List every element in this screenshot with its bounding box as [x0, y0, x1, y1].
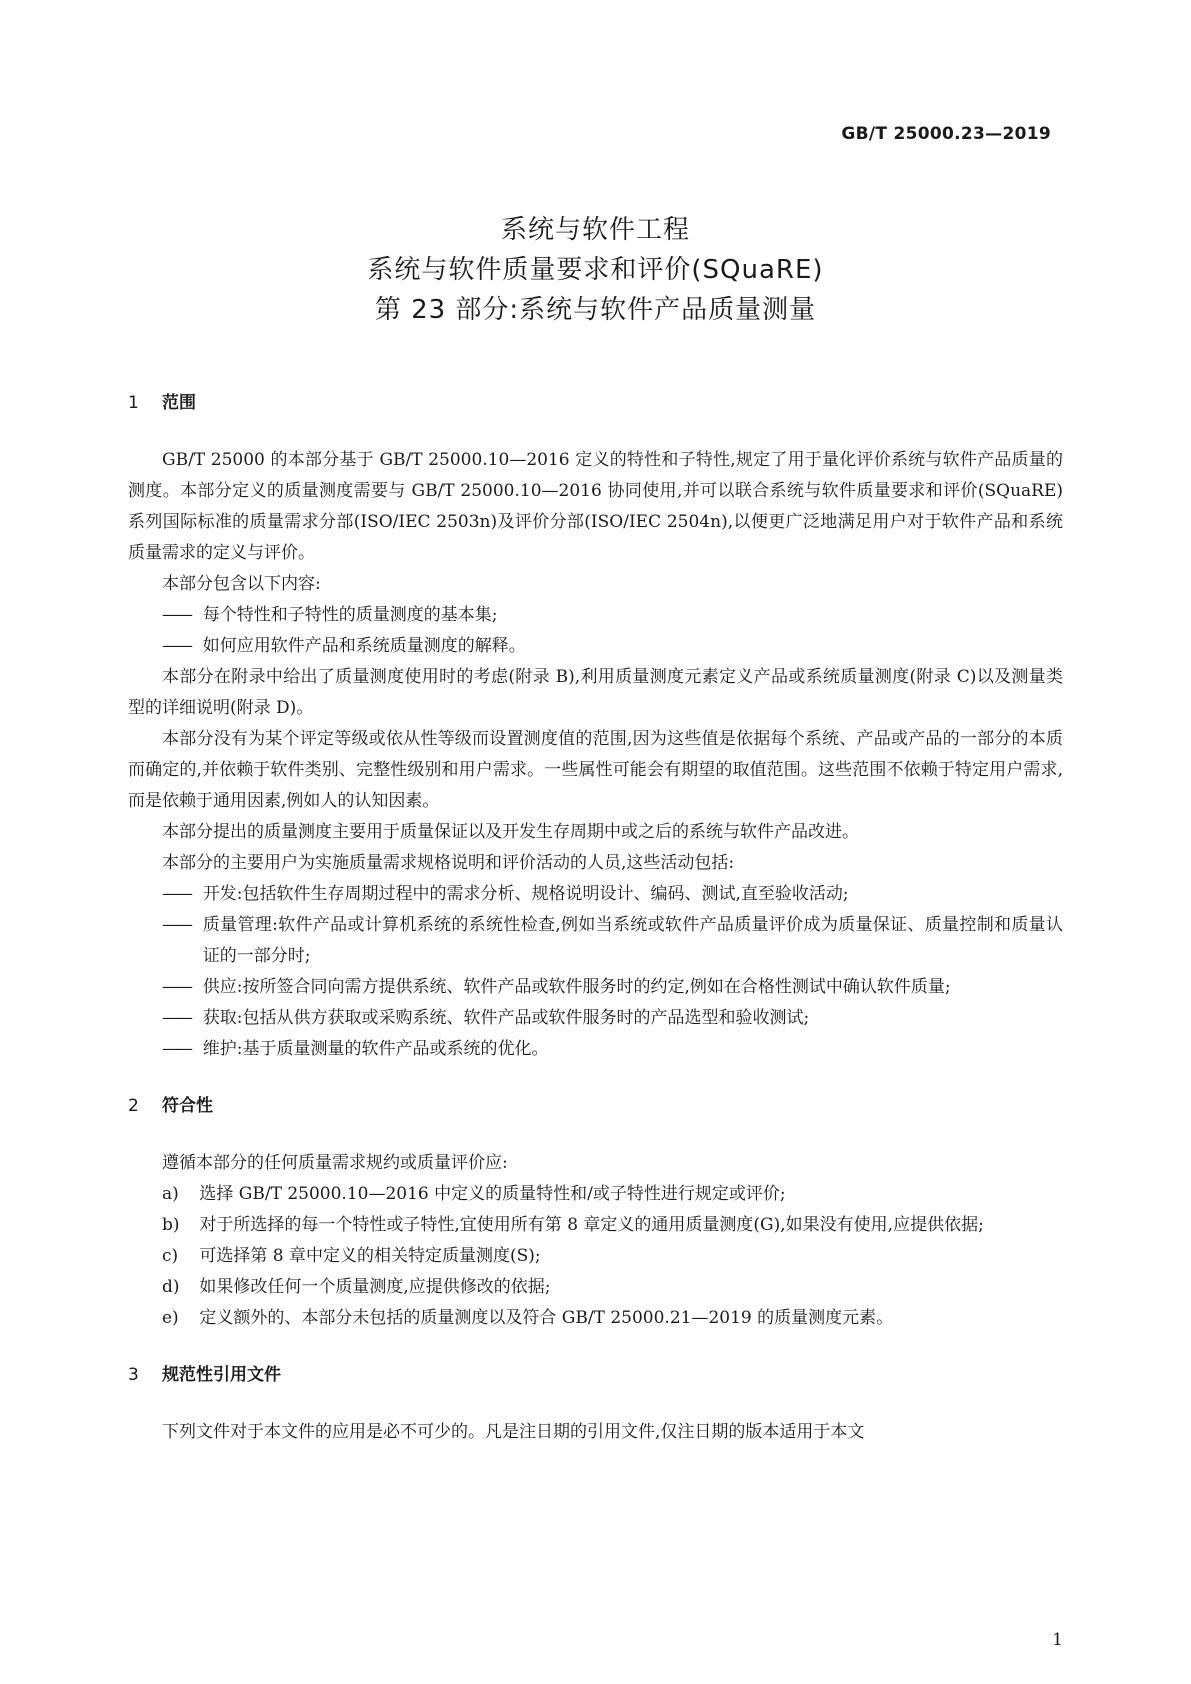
document-body — [128, 388, 1063, 1448]
paragraph: 本部分的主要用户为实施质量需求规格说明和评价活动的人员,这些活动包括: — [162, 853, 735, 873]
lettered-list-item — [128, 1179, 1063, 1210]
section-number: 3 — [128, 1365, 139, 1385]
dash-list-item — [128, 1003, 1063, 1034]
section-title: 规范性引用文件 — [162, 1365, 281, 1385]
dash-marker: —— — [162, 1008, 190, 1028]
dash-list-item — [128, 910, 1063, 972]
paragraph: 遵循本部分的任何质量需求规约或质量评价应: — [162, 1153, 508, 1173]
dash-list-item — [128, 631, 1063, 662]
section-number: 2 — [128, 1096, 139, 1116]
list-marker: a) — [162, 1184, 179, 1204]
paragraph: 下列文件对于本文件的应用是必不可少的。凡是注日期的引用文件,仅注日期的版本适用于本文 — [162, 1422, 865, 1442]
lettered-list-item — [128, 1241, 1063, 1272]
list-item-text: 每个特性和子特性的质量测度的基本集; — [202, 605, 498, 625]
paragraph: 本部分包含以下内容: — [162, 574, 321, 594]
list-marker: e) — [162, 1308, 179, 1328]
list-marker: b) — [162, 1215, 180, 1235]
section-2-heading — [128, 1091, 1063, 1122]
title-line-2: 系统与软件质量要求和评价(SQuaRE) — [367, 255, 824, 285]
list-marker: c) — [162, 1246, 179, 1266]
document-title — [0, 210, 1191, 330]
paragraph: 本部分提出的质量测度主要用于质量保证以及开发生存周期中或之后的系统与软件产品改进。 — [162, 822, 859, 842]
list-item-text: 如何应用软件产品和系统质量测度的解释。 — [202, 636, 526, 656]
list-item-text: 维护:基于质量测量的软件产品或系统的优化。 — [202, 1039, 549, 1059]
section-number: 1 — [128, 393, 139, 413]
list-item-text: 如果修改任何一个质量测度,应提供修改的依据; — [199, 1277, 551, 1297]
title-line-1: 系统与软件工程 — [500, 215, 690, 245]
lettered-list-item — [128, 1272, 1063, 1303]
list-item-text: 可选择第 8 章中定义的相关特定质量测度(S); — [199, 1246, 541, 1266]
paragraph: 本部分在附录中给出了质量测度使用时的考虑(附录 B),利用质量测度元素定义产品或系统质量测度(附录 C)以及测量类型的详细说明(附录 D)。 — [128, 667, 1063, 718]
paragraph: 本部分没有为某个评定等级或依从性等级而设置测度值的范围,因为这些值是依据每个系统、产品或产品的一部分的本质而确定的,并依赖于软件类别、完整性级别和用户需求。一些属性可能会有期望的取值范围。这些范围不依赖于特定用户需求,而是依赖于通用因素,例如人的认知因素。 — [128, 729, 1063, 811]
list-item-text: 供应:按所签合同向需方提供系统、软件产品或软件服务时的约定,例如在合格性测试中确认软件质量; — [202, 977, 951, 997]
dash-marker: —— — [162, 605, 190, 625]
list-item-text: 质量管理:软件产品或计算机系统的系统性检查,例如当系统或软件产品质量评价成为质量保证、质量控制和质量认证的一部分时; — [202, 915, 1063, 966]
section-3-heading — [128, 1360, 1063, 1391]
dash-marker: —— — [162, 636, 190, 656]
section-title: 范围 — [162, 393, 196, 413]
list-item-text: 定义额外的、本部分未包括的质量测度以及符合 GB/T 25000.21—2019 的质量测度元素。 — [199, 1308, 894, 1328]
list-item-text: 选择 GB/T 25000.10—2016 中定义的质量特性和/或子特性进行规定或评价; — [199, 1184, 786, 1204]
dash-marker: —— — [162, 1039, 190, 1059]
lettered-list-item — [128, 1210, 1063, 1241]
list-item-text: 开发:包括软件生存周期过程中的需求分析、规格说明设计、编码、测试,直至验收活动; — [202, 884, 849, 904]
dash-list-item — [128, 600, 1063, 631]
dash-list-item — [128, 972, 1063, 1003]
dash-list-item — [128, 1034, 1063, 1065]
dash-list-item — [128, 879, 1063, 910]
lettered-list-item — [128, 1303, 1063, 1334]
dash-marker: —— — [162, 884, 190, 904]
section-title: 符合性 — [162, 1096, 213, 1116]
page-number: 1 — [1052, 1630, 1063, 1650]
dash-marker: —— — [162, 915, 190, 935]
list-marker: d) — [162, 1277, 180, 1297]
dash-marker: —— — [162, 977, 190, 997]
standard-number: GB/T 25000.23—2019 — [841, 124, 1051, 144]
title-line-3: 第 23 部分:系统与软件产品质量测量 — [374, 295, 817, 325]
section-1-heading — [128, 388, 1063, 419]
paragraph: GB/T 25000 的本部分基于 GB/T 25000.10—2016 定义的特性和子特性,规定了用于量化评价系统与软件产品质量的测度。本部分定义的质量测度需要与 GB/T 25000.10—2016 协同使用,并可以联合系统与软件质量要求和评价(SQuaRE)系列国际标准的质量需求分部(ISO/IEC 2503n)及评价分部(ISO/IEC 2504n),以便更广泛地满足用户对于软件产品和系统质量需求的定义与评价。 — [128, 450, 1063, 563]
list-item-text: 获取:包括从供方获取或采购系统、软件产品或软件服务时的产品选型和验收测试; — [202, 1008, 810, 1028]
list-item-text: 对于所选择的每一个特性或子特性,宜使用所有第 8 章定义的通用质量测度(G),如果没有使用,应提供依据; — [199, 1215, 984, 1235]
